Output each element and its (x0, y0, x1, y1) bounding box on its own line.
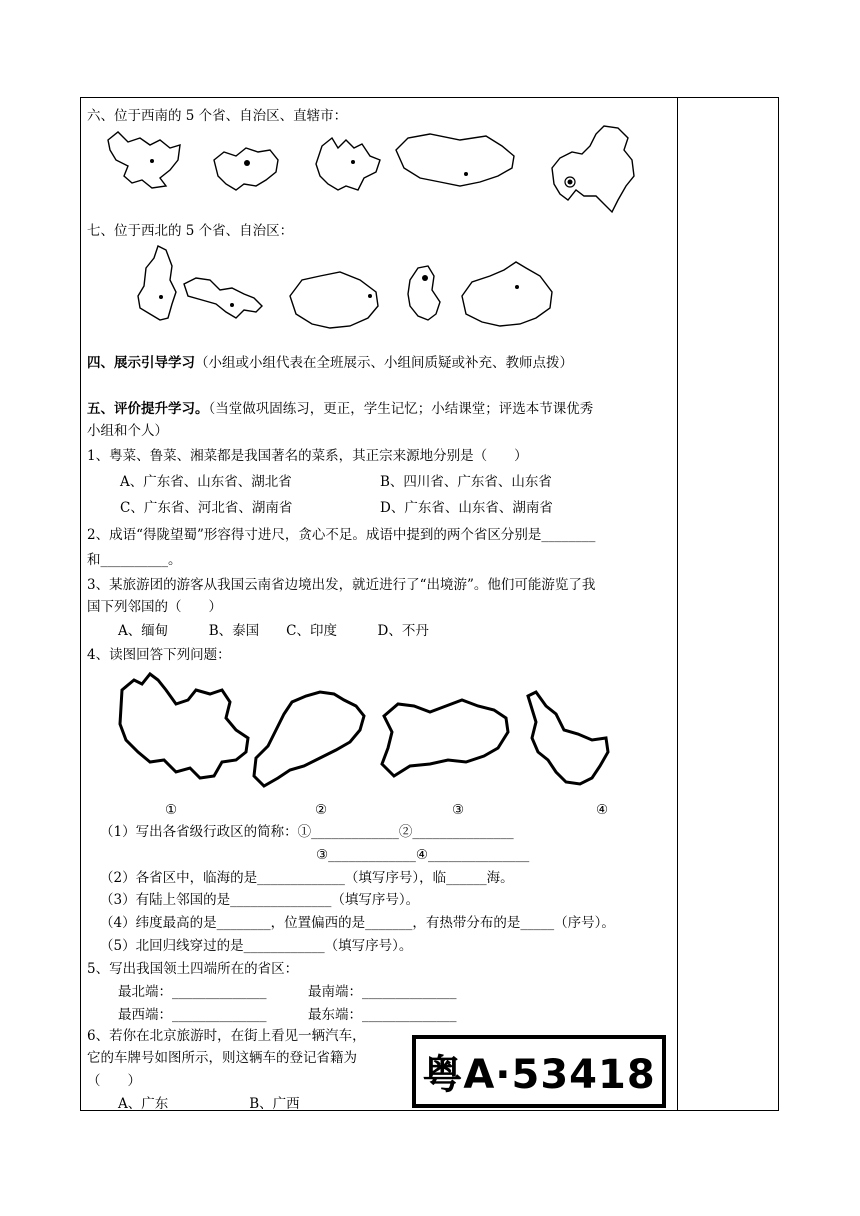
question-2: 2、成语“得陇望蜀”形容得寸进尺，贪心不足。成语中提到的两个省区分别是________ (87, 527, 596, 543)
map-gansu (184, 278, 262, 318)
question-6: 6、若你在北京旅游时，在街上看见一辆汽车， (87, 1028, 366, 1044)
question-1: 1、粤菜、鲁菜、湘菜都是我国著名的菜系，其正宗来源地分别是（ ） (87, 448, 528, 464)
section-5-note-cont: 小组和个人） (87, 423, 168, 439)
map-ningxia (138, 246, 176, 320)
question-6-cont: 它的车牌号如图所示，则这辆车的登记省籍为 (87, 1050, 357, 1066)
question-2-cont: 和__________。 (87, 552, 182, 568)
question-1-option-b: B、四川省、广东省、山东省 (380, 474, 552, 490)
section-6-title: 六、位于西南的 5 个省、自治区、直辖市： (87, 108, 348, 124)
map-sichuan (108, 132, 180, 188)
question-4-2: （2）各省区中，临海的是_____________（填写序号），临______海。 (100, 870, 514, 886)
section-7-title: 七、位于西北的 5 个省、自治区： (87, 223, 294, 239)
question-5: 5、写出我国领土四端所在的省区： (87, 961, 299, 977)
map-tibet (396, 134, 514, 186)
section-5-heading (87, 400, 593, 418)
figure-label-3: ③ (452, 802, 465, 818)
map-guizhou (214, 148, 278, 190)
section-4-title: 四、展示引导学习 (87, 355, 195, 371)
figure-label-2: ② (315, 802, 328, 818)
license-plate: 粤A·53418 (412, 1035, 666, 1108)
question-4-4: （4）纬度最高的是________，位置偏西的是_______，有热带分布的是_____（序号）。 (100, 915, 615, 931)
question-4-3: （3）有陆上邻国的是_______________（填写序号）。 (100, 892, 420, 908)
question-1-option-a: A、广东省、山东省、湖北省 (120, 474, 292, 490)
question-1-option-c: C、广东省、河北省、湖南省 (120, 500, 293, 516)
map-xinjiang (462, 262, 552, 326)
question-1-option-d: D、广东省、山东省、湖南省 (380, 500, 553, 516)
map-q4-2 (254, 692, 364, 786)
question-5-north: 最北端：______________ (118, 984, 267, 1000)
question-6-paren: （ ） (87, 1073, 141, 1089)
map-q4-3 (382, 700, 508, 776)
map-q4-1 (120, 674, 248, 778)
map-shaanxi (408, 266, 440, 320)
question-3-options: A、缅甸 B、泰国 C、印度 D、不丹 (118, 623, 429, 639)
map-qinghai (290, 272, 378, 328)
figure-label-4: ④ (596, 802, 609, 818)
figure-label-1: ① (165, 802, 178, 818)
question-4-1-cont: ③_____________④_______________ (316, 847, 530, 863)
section-4-heading (87, 354, 573, 372)
section-5-title: 五、评价提升学习。 (87, 401, 209, 417)
section-5-note: （当堂做巩固练习，更正，学生记忆；小结课堂；评选本节课优秀 (208, 401, 594, 417)
question-5-east: 最东端：______________ (308, 1007, 457, 1023)
question-5-south: 最南端：______________ (308, 984, 457, 1000)
map-q4-4 (528, 692, 608, 784)
question-3-cont: 国下列邻国的（ ） (87, 599, 222, 615)
question-4: 4、读图回答下列问题： (87, 647, 231, 663)
question-5-west: 最西端：______________ (118, 1007, 267, 1023)
map-yunnan (316, 138, 380, 190)
question-6-options: A、广东 B、广西 (118, 1096, 300, 1112)
question-4-1: （1）写出各省级行政区的简称：①_____________②_______________ (100, 824, 514, 840)
map-chongqing (552, 126, 634, 212)
section-4-note: （小组或小组代表在全班展示、小组间质疑或补充、教师点拨） (195, 355, 573, 371)
question-4-5: （5）北回归线穿过的是____________（填写序号）。 (100, 938, 413, 954)
question-3: 3、某旅游团的游客从我国云南省边境出发，就近进行了“出境游”。他们可能游览了我 (87, 577, 596, 593)
